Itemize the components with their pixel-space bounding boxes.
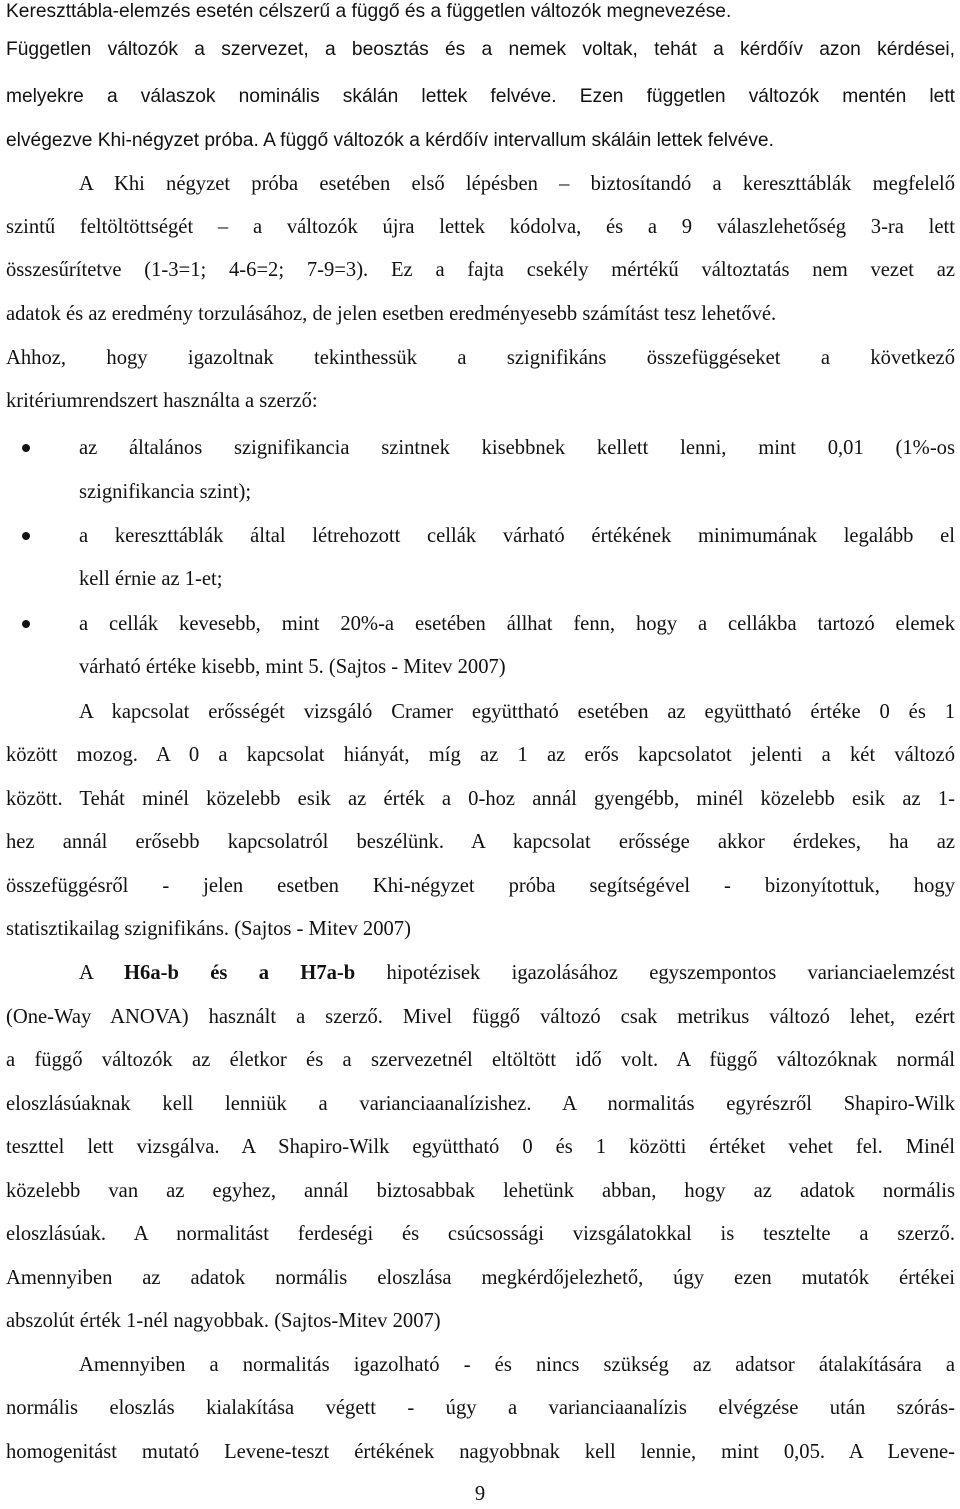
- hypothesis-label: H7a-b: [300, 962, 356, 984]
- list-item-line: kell érnie az 1-et;: [79, 568, 223, 590]
- text-line: Független változók a szervezet, a beosztás és a nemek voltak, tehát a kérdőív azon kérdései,: [6, 39, 955, 60]
- text-line: normális eloszlás kialakítása végett - úgy a varianciaanalízis elvégzése után szórás-: [6, 1397, 955, 1419]
- text-line: homogenitást mutató Levene-teszt értékének nagyobbnak kell lennie, mint 0,05. A Levene-: [6, 1441, 955, 1463]
- text-line: Ahhoz, hogy igazoltnak tekinthessük a szignifikáns összefüggéseket a következő: [6, 347, 955, 369]
- text-line: között mozog. A 0 a kapcsolat hiányát, míg az 1 az erős kapcsolatot jelenti a két változó: [6, 744, 955, 766]
- text-line: között. Tehát minél közelebb esik az érték a 0-hoz annál gyengébb, minél közelebb esik az 1-: [6, 788, 955, 810]
- text-line: teszttel lett vizsgálva. A Shapiro-Wilk együttható 0 és 1 közötti értéket vehet fel. Minél: [6, 1136, 955, 1158]
- text-line: (One-Way ANOVA) használt a szerző. Mivel függő változó csak metrikus változó lehet, ezért: [6, 1006, 955, 1028]
- text-line: Amennyiben a normalitás igazolható - és nincs szükség az adatsor átalakítására a: [79, 1354, 955, 1376]
- text-line: összesűrítetve (1-3=1; 4-6=2; 7-9=3). Ez a fajta csekély mértékű változtatás nem vezet az: [6, 259, 955, 281]
- text-line: közelebb van az egyhez, annál biztosabbak lehetünk abban, hogy az adatok normális: [6, 1180, 955, 1202]
- text-line: statisztikailag szignifikáns. (Sajtos - Mitev 2007): [6, 918, 411, 940]
- page-number: 9: [474, 1483, 486, 1505]
- text-line: Amennyiben az adatok normális eloszlása megkérdőjelezhető, úgy ezen mutatók értékei: [6, 1267, 955, 1289]
- document-page: [6, 0, 956, 1509]
- text-line: szintű feltöltöttségét – a változók újra lettek kódolva, és a 9 válaszlehetőség 3-ra lett: [6, 216, 955, 238]
- text-line: hez annál erősebb kapcsolatról beszélünk. A kapcsolat erőssége akkor érdekes, ha az: [6, 831, 955, 853]
- bullet-icon: [22, 444, 30, 452]
- text-line: eloszlásúak. A normalitást ferdeségi és csúcsossági vizsgálatokkal is tesztelte a szerző.: [6, 1223, 955, 1245]
- text-line: elvégezve Khi-négyzet próba. A függő változók a kérdőív intervallum skáláin lettek felvéve.: [6, 130, 774, 151]
- text-line: a függő változók az életkor és a szervezetnél eltöltött idő volt. A függő változóknak normál: [6, 1049, 955, 1071]
- text-line: kritériumrendszert használta a szerző:: [6, 390, 318, 412]
- list-item-line: várható értéke kisebb, mint 5. (Sajtos - Mitev 2007): [79, 656, 506, 678]
- bullet-icon: [22, 532, 30, 540]
- text-line: abszolút érték 1-nél nagyobbak. (Sajtos-Mitev 2007): [6, 1310, 441, 1332]
- list-item-line: az általános szignifikancia szintnek kisebbnek kellett lenni, mint 0,01 (1%-os: [79, 437, 955, 459]
- bullet-icon: [22, 620, 30, 628]
- text-line: melyekre a válaszok nominális skálán lettek felvéve. Ezen független változók mentén lett: [6, 86, 955, 107]
- text-line: eloszlásúaknak kell lenniük a varianciaanalízishez. A normalitás egyrészről Shapiro-Wilk: [6, 1093, 955, 1115]
- list-item-line: szignifikancia szint);: [79, 481, 252, 503]
- text-line: összefüggésről - jelen esetben Khi-négyzet próba segítségével - bizonyítottuk, hogy: [6, 875, 955, 897]
- text-line: adatok és az eredmény torzulásához, de jelen esetben eredményesebb számítást tesz lehetővé.: [6, 303, 777, 325]
- text-line: A H6a-b és a H7a-b hipotézisek igazolásához egyszempontos varianciaelemzést: [79, 962, 955, 984]
- list-item-line: a cellák kevesebb, mint 20%-a esetében állhat fenn, hogy a cellákba tartozó elemek: [79, 613, 955, 635]
- hypothesis-label: H6a-b: [124, 962, 179, 984]
- list-item-line: a kereszttáblák által létrehozott cellák várható értékének minimumának legalább el: [79, 525, 955, 547]
- text-line: A kapcsolat erősségét vizsgáló Cramer együttható esetében az együttható értéke 0 és 1: [79, 701, 955, 723]
- text-line: Kereszttábla-elemzés esetén célszerű a függő és a független változók megnevezése.: [6, 1, 732, 22]
- text-line: A Khi négyzet próba esetében első lépésben – biztosítandó a kereszttáblák megfelelő: [79, 173, 955, 195]
